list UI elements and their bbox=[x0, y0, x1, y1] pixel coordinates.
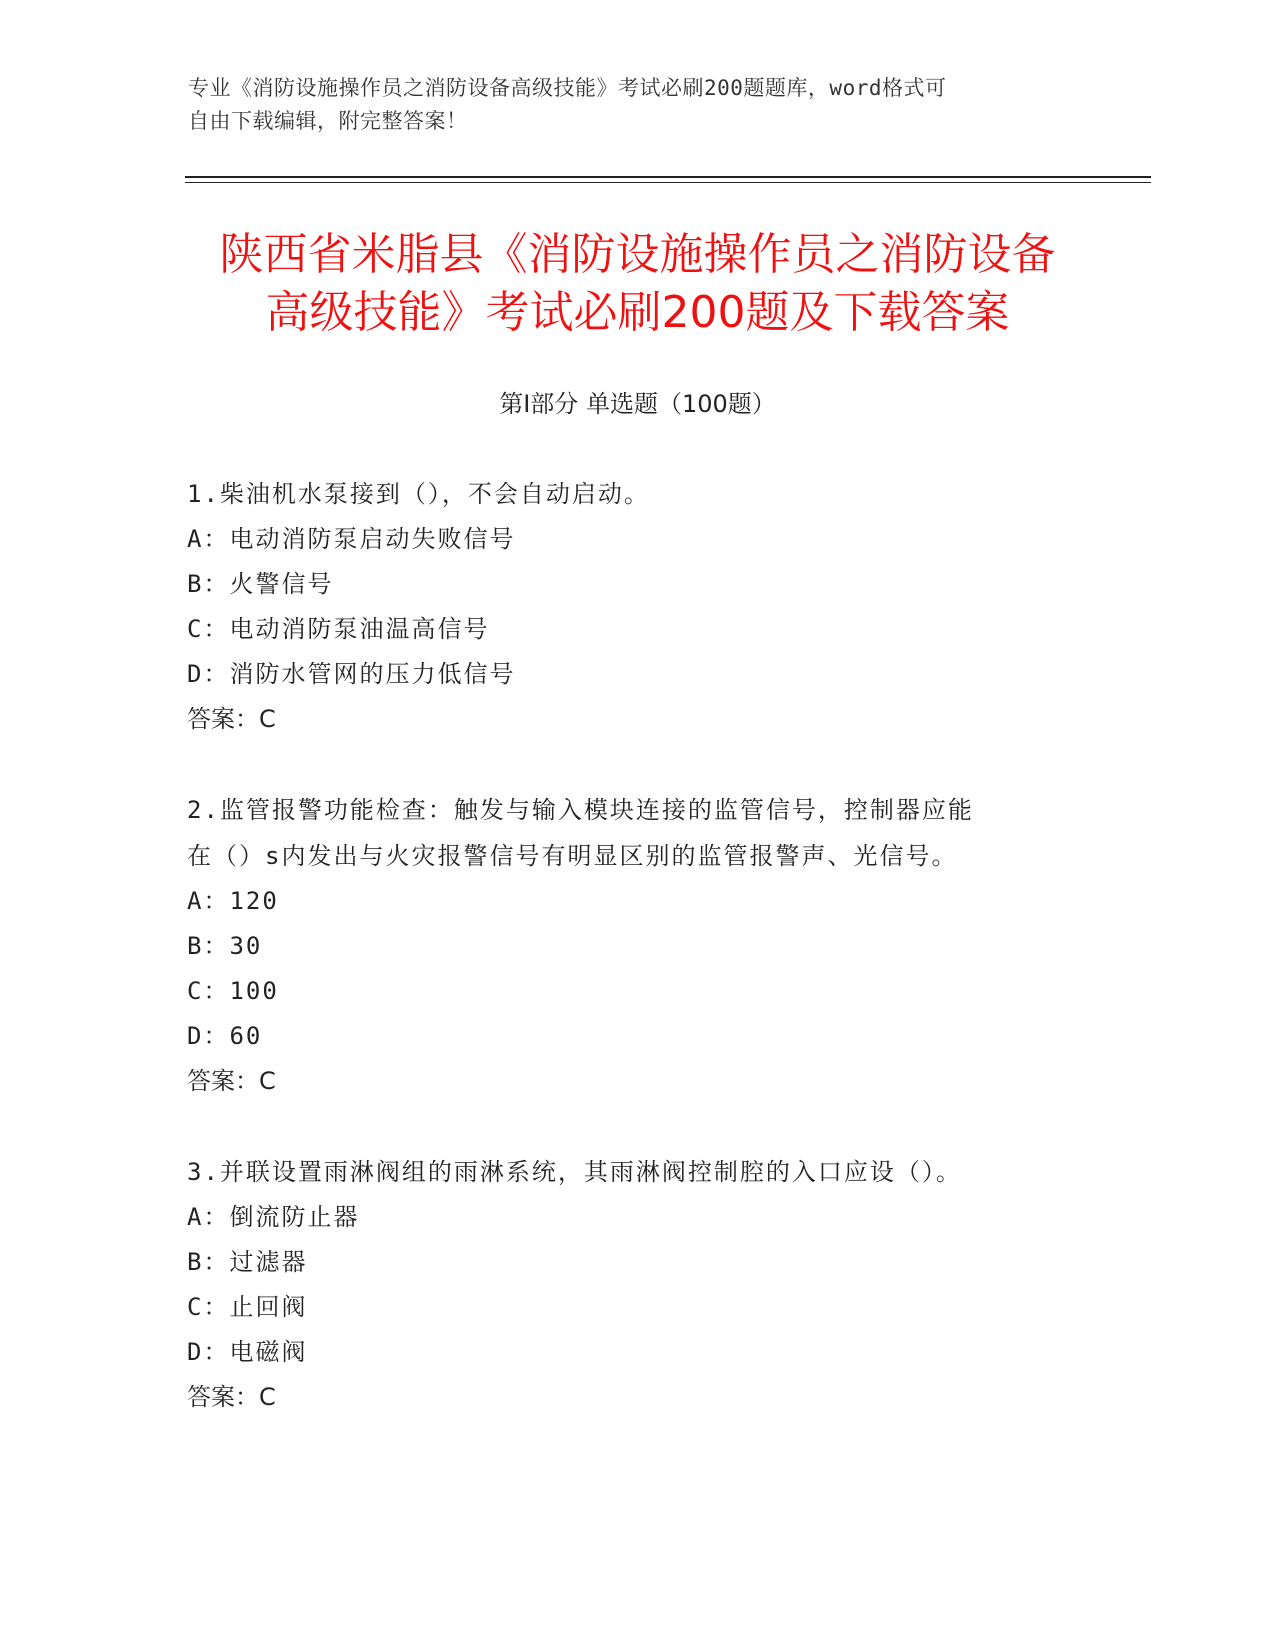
section-heading: 第Ⅰ部分 单选题（100题） bbox=[499, 390, 776, 418]
question-stem-line-2: 在（）s内发出与火灾报警信号有明显区别的监管报警声、光信号。 bbox=[187, 842, 958, 870]
option-b: B：30 bbox=[187, 932, 263, 960]
question-3 bbox=[187, 1149, 1067, 1420]
header-note-line-2: 自由下载编辑，附完整答案！ bbox=[188, 109, 468, 133]
header-note-line-1: 专业《消防设施操作员之消防设备高级技能》考试必刷200题题库，word格式可 bbox=[188, 76, 947, 100]
option-c: C：100 bbox=[187, 977, 279, 1005]
header-divider-thin bbox=[185, 182, 1151, 183]
header-divider-thick bbox=[185, 176, 1151, 178]
option-a: A：电动消防泵启动失败信号 bbox=[187, 525, 516, 553]
document-title-line-1: 陕西省米脂县《消防设施操作员之消防设备 bbox=[219, 229, 1056, 280]
option-a: A：倒流防止器 bbox=[187, 1203, 360, 1231]
header-note bbox=[188, 72, 1068, 138]
question-1 bbox=[187, 471, 1067, 742]
option-d: D：60 bbox=[187, 1022, 263, 1050]
option-b: B：过滤器 bbox=[187, 1248, 308, 1276]
question-stem: 1.柴油机水泵接到（），不会自动启动。 bbox=[187, 480, 650, 508]
option-d: D：电磁阀 bbox=[187, 1338, 308, 1366]
option-c: C：止回阀 bbox=[187, 1293, 308, 1321]
answer: 答案：C bbox=[187, 1067, 276, 1095]
answer: 答案：C bbox=[187, 1383, 276, 1411]
option-a: A：120 bbox=[187, 887, 279, 915]
option-c: C：电动消防泵油温高信号 bbox=[187, 615, 490, 643]
answer: 答案：C bbox=[187, 705, 276, 733]
document-title-line-2: 高级技能》考试必刷200题及下载答案 bbox=[265, 287, 1010, 338]
document-title bbox=[150, 226, 1125, 342]
question-2 bbox=[187, 787, 1067, 1104]
question-stem: 3.并联设置雨淋阀组的雨淋系统，其雨淋阀控制腔的入口应设（）。 bbox=[187, 1158, 962, 1186]
option-d: D：消防水管网的压力低信号 bbox=[187, 660, 516, 688]
option-b: B：火警信号 bbox=[187, 570, 334, 598]
question-stem-line-1: 2.监管报警功能检查：触发与输入模块连接的监管信号，控制器应能 bbox=[187, 796, 974, 824]
